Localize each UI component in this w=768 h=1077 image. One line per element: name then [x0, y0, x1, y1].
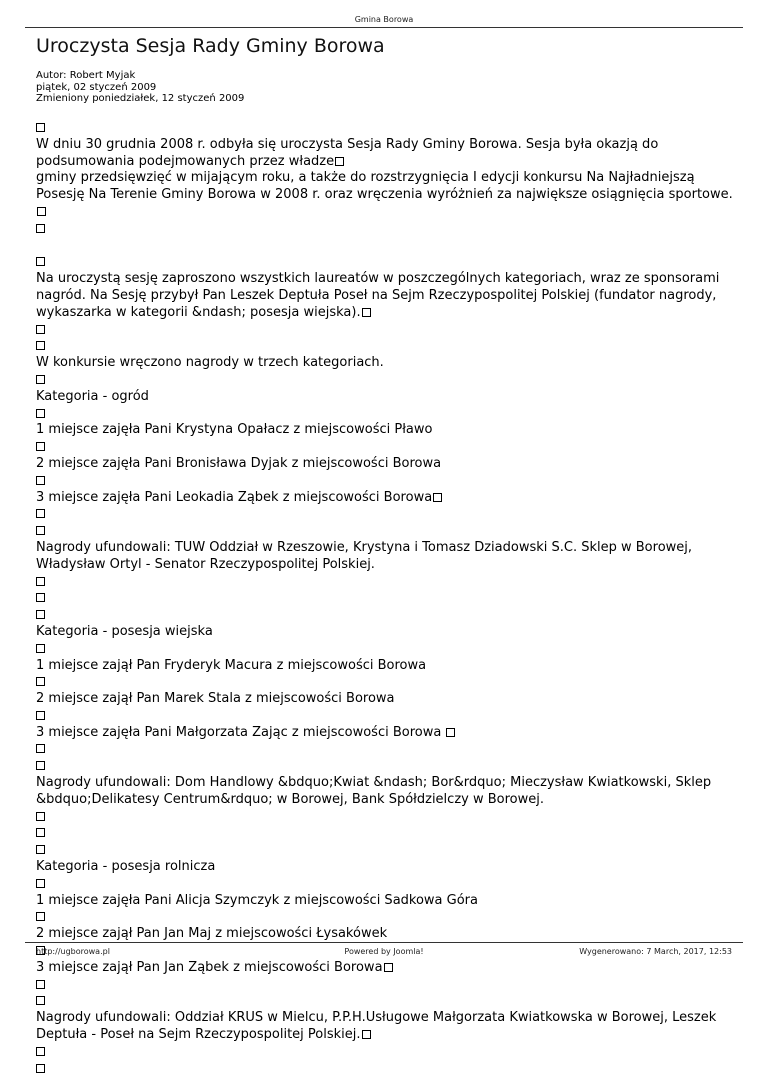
article-body — [36, 120, 736, 1077]
article-line — [36, 490, 736, 507]
article-line — [36, 439, 736, 456]
footer-generated-date: Wygenerowano: 7 March, 2017, 12:53 — [579, 947, 732, 956]
article-author: Autor: Robert Myjak — [36, 70, 136, 81]
article-line — [36, 389, 736, 406]
article-line — [36, 422, 736, 439]
missing-glyph-box-icon — [36, 341, 45, 350]
missing-glyph-box-icon — [36, 257, 45, 266]
article-line — [36, 1044, 736, 1061]
missing-glyph-box-icon — [37, 207, 46, 216]
article-modified-date: Zmieniony poniedziałek, 12 styczeń 2009 — [36, 93, 245, 104]
article-line-text: Nagrody ufundowali: TUW Oddział w Rzeszowie, Krystyna i Tomasz Dziadowski S.C. Sklep w Borowej, Władysław Ortyl - Senator Rzeczypospolitej Polskiej. — [36, 539, 693, 572]
missing-glyph-box-icon — [36, 879, 45, 888]
missing-glyph-box-icon — [36, 123, 45, 132]
article-created-date: piątek, 02 styczeń 2009 — [36, 81, 157, 93]
article-line-text: gminy przedsięwzięć w mijającym roku, a także do rozstrzygnięcia I edycji konkursu Na Najładniejszą Posesję Na Terenie Gminy Borowa w 2008 r. oraz wręczenia wyróżnień za największe osiągnięcia sportowe. — [36, 170, 733, 203]
footer-powered-by: Powered by Joomla! — [344, 947, 424, 956]
article-line — [36, 322, 736, 339]
missing-glyph-box-icon — [36, 761, 45, 770]
article-line — [36, 590, 736, 607]
article-line — [36, 977, 736, 994]
missing-glyph-box-icon — [36, 593, 45, 602]
article-line — [36, 355, 736, 372]
article-line-text: 3 miejsce zajął Pan Jan Ząbek z miejscowości Borowa — [36, 959, 383, 975]
missing-glyph-box-icon — [36, 224, 45, 233]
article-line — [36, 540, 736, 574]
missing-glyph-box-icon — [36, 409, 45, 418]
missing-glyph-box-icon — [36, 526, 45, 535]
article-line — [36, 1010, 736, 1044]
missing-glyph-box-icon — [36, 711, 45, 720]
missing-glyph-box-icon — [433, 493, 442, 502]
article-line — [36, 775, 736, 809]
article-line-text: 2 miejsce zajął Pan Marek Stala z miejscowości Borowa — [36, 691, 395, 707]
missing-glyph-box-icon — [36, 476, 45, 485]
missing-glyph-box-icon — [384, 963, 393, 972]
article-line-text: 3 miejsce zajęła Pani Małgorzata Zając z miejscowości Borowa — [36, 724, 446, 740]
missing-glyph-box-icon — [335, 157, 344, 166]
article-line — [36, 271, 736, 321]
header-divider — [25, 27, 743, 28]
article-line — [36, 137, 736, 171]
missing-glyph-box-icon — [36, 744, 45, 753]
article-line — [36, 859, 736, 876]
article-line — [36, 691, 736, 708]
article-line — [36, 238, 736, 255]
missing-glyph-box-icon — [36, 845, 45, 854]
article-line-text: Nagrody ufundowali: Dom Handlowy &bdquo;Kwiat &ndash; Bor&rdquo; Mieczysław Kwiatkowski, Sklep &bdquo;Delikatesy Centrum&rdquo; w Borowej, Bank Spółdzielczy w Borowej. — [36, 775, 712, 807]
article-line — [36, 909, 736, 926]
article-title: Uroczysta Sesja Rady Gminy Borowa — [36, 35, 385, 57]
article-line — [36, 658, 736, 675]
article-line-text: Nagrody ufundowali: Oddział KRUS w Mielcu, P.P.H.Usługowe Małgorzata Kwiatkowska w Borowej, Leszek Deptuła - Poseł na Sejm Rzeczypospolitej Polskiej. — [36, 1010, 717, 1043]
article-line — [36, 741, 736, 758]
missing-glyph-box-icon — [36, 1047, 45, 1056]
article-line — [36, 456, 736, 473]
article-line-text: W konkursie wręczono nagrody w trzech kategoriach. — [36, 355, 384, 371]
article-line-text: Kategoria - posesja rolnicza — [36, 859, 216, 875]
article-line-text: Na uroczystą sesję zaproszono wszystkich laureatów w poszczególnych kategoriach, wraz ze sponsorami nagród. Na Sesję przybył Pan Leszek Deptuła Poseł na Sejm Rzeczypospolitej Polskiej (fundator nagrody, wykaszarka w kategorii &ndash; posesja wiejska). — [36, 271, 720, 320]
missing-glyph-box-icon — [36, 912, 45, 921]
missing-glyph-box-icon — [36, 828, 45, 837]
article-line — [36, 809, 736, 826]
article-line-text: 1 miejsce zajęła Pani Krystyna Opałacz z miejscowości Pławo — [36, 422, 433, 438]
article-line-text: Kategoria - ogród — [36, 388, 149, 404]
article-line — [36, 960, 736, 977]
article-line — [36, 641, 736, 658]
missing-glyph-box-icon — [362, 308, 371, 317]
article-line — [36, 506, 736, 523]
article-line-text: 1 miejsce zajęła Pani Alicja Szymczyk z miejscowości Sadkowa Góra — [36, 892, 478, 908]
article-line — [36, 993, 736, 1010]
article-line — [36, 926, 736, 943]
missing-glyph-box-icon — [446, 728, 455, 737]
missing-glyph-box-icon — [36, 610, 45, 619]
article-line — [36, 254, 736, 271]
article-line — [36, 674, 736, 691]
missing-glyph-box-icon — [36, 509, 45, 518]
missing-glyph-box-icon — [36, 980, 45, 989]
article-line-text: Kategoria - posesja wiejska — [36, 623, 213, 639]
article-line — [36, 120, 736, 137]
article-line — [36, 825, 736, 842]
article-line-text: 2 miejsce zajęła Pani Bronisława Dyjak z miejscowości Borowa — [36, 455, 442, 471]
missing-glyph-box-icon — [362, 1030, 371, 1039]
missing-glyph-box-icon — [36, 577, 45, 586]
missing-glyph-box-icon — [36, 325, 45, 334]
article-line — [36, 758, 736, 775]
site-header: Gmina Borowa — [354, 15, 414, 24]
article-line — [36, 893, 736, 910]
article-line — [36, 574, 736, 591]
article-line — [36, 338, 736, 355]
article-line-text: 2 miejsce zajął Pan Jan Maj z miejscowości Łysakówek — [36, 926, 388, 942]
article-line — [36, 624, 736, 641]
article-line — [36, 473, 736, 490]
article-line — [36, 607, 736, 624]
missing-glyph-box-icon — [36, 1064, 45, 1073]
missing-glyph-box-icon — [36, 677, 45, 686]
footer-site-url: http://ugborowa.pl — [36, 947, 110, 956]
missing-glyph-box-icon — [36, 442, 45, 451]
missing-glyph-box-icon — [36, 375, 45, 384]
article-line-text: W dniu 30 grudnia 2008 r. odbyła się uroczysta Sesja Rady Gminy Borowa. Sesja była okazją do podsumowania podejmowanych przez władze — [36, 136, 659, 169]
article-line — [36, 406, 736, 423]
article-line — [36, 523, 736, 540]
missing-glyph-box-icon — [36, 996, 45, 1005]
missing-glyph-box-icon — [36, 644, 45, 653]
article-line — [36, 725, 736, 742]
article-line-text: 3 miejsce zajęła Pani Leokadia Ząbek z miejscowości Borowa — [36, 489, 433, 505]
article-line — [36, 221, 736, 238]
footer-divider — [25, 942, 743, 943]
article-line — [36, 372, 736, 389]
article-line — [36, 1061, 736, 1077]
missing-glyph-box-icon — [36, 812, 45, 821]
article-line — [36, 876, 736, 893]
article-line — [36, 842, 736, 859]
article-line-text: 1 miejsce zajął Pan Fryderyk Macura z miejscowości Borowa — [36, 657, 427, 673]
article-meta — [36, 70, 244, 105]
article-line — [36, 170, 736, 220]
article-line — [36, 708, 736, 725]
